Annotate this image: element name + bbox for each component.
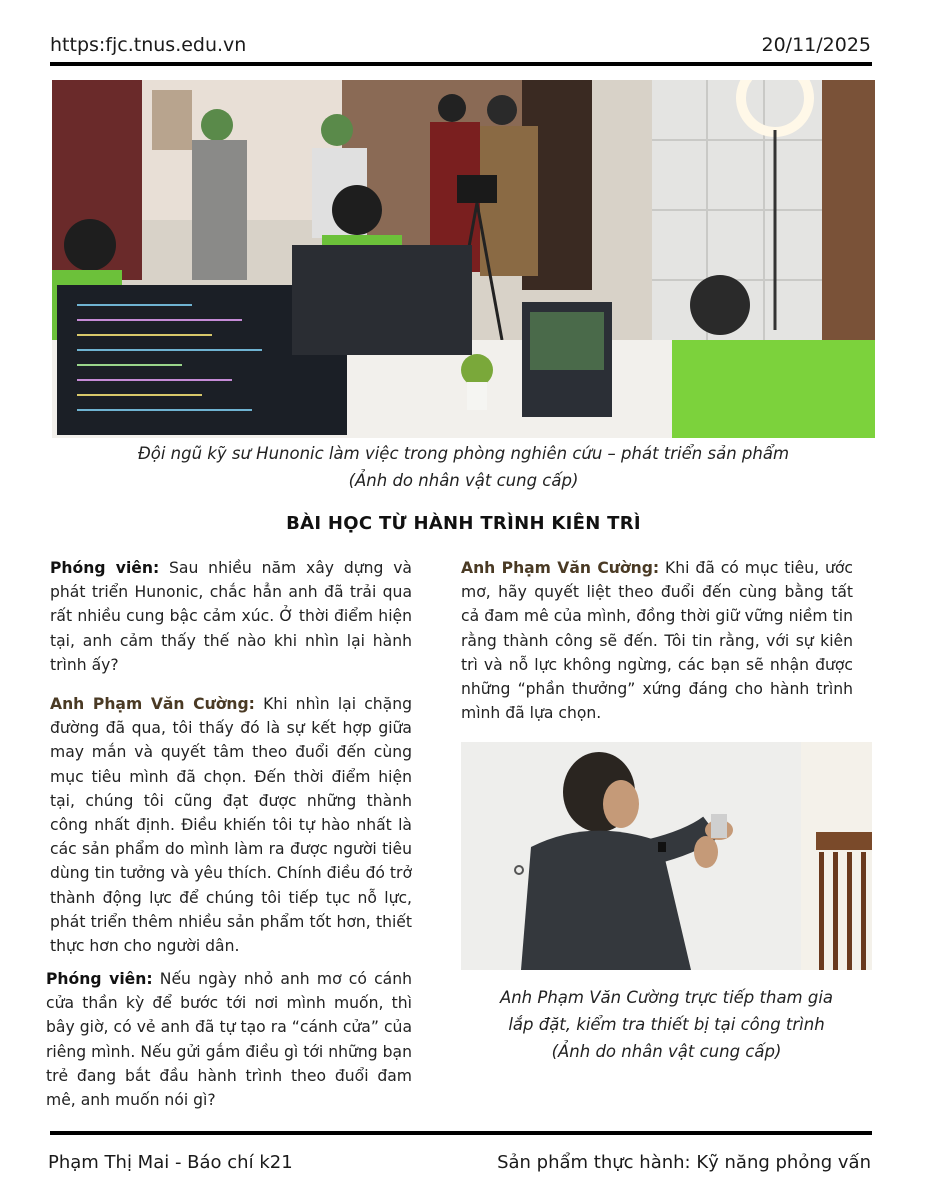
left-para-2	[50, 692, 412, 958]
header-date: 20/11/2025	[761, 34, 871, 56]
right-para-1-speaker: Anh Phạm Văn Cường:	[461, 559, 660, 577]
right-photo-caption-line3: (Ảnh do nhân vật cung cấp)	[551, 1042, 782, 1061]
left-para-2-speaker: Anh Phạm Văn Cường:	[50, 695, 255, 713]
footer-rule	[50, 1131, 872, 1135]
office-team-illustration	[52, 80, 875, 438]
header-url[interactable]: https:fjc.tnus.edu.vn	[50, 34, 247, 56]
top-photo-caption-line1: Đội ngũ kỹ sư Hunonic làm việc trong phòng nghiên cứu – phát triển sản phẩm	[137, 444, 790, 463]
right-para-1-text: Khi đã có mục tiêu, ước mơ, hãy quyết liệt theo đuổi đến cùng bằng tất cả đam mê của mình, đồng thời giữ vững niềm tin rằng thành công sẽ đến. Tôi tin rằng, với sự kiên trì và nỗ lực không ngừng, các bạn sẽ nhận được những “phần thưởng” xứng đáng cho hành trình mình đã lựa chọn.	[461, 559, 854, 723]
left-para-1-speaker: Phóng viên:	[50, 559, 160, 577]
left-para-3	[46, 967, 412, 1112]
right-para-1	[461, 556, 853, 725]
left-para-3-text: Nếu ngày nhỏ anh mơ có cánh cửa thần kỳ để bước tới nơi mình muốn, thì bây giờ, có vẻ anh đã tự tạo ra “cánh cửa” của riêng mình. Nếu gửi gắm điều gì tới những bạn trẻ đang bắt đầu hành trình theo đuổi đam mê, anh muốn nói gì?	[46, 970, 412, 1110]
footer-product: Sản phẩm thực hành: Kỹ năng phỏng vấn	[497, 1152, 871, 1173]
left-para-1	[50, 556, 412, 677]
left-para-1-text: Sau nhiều năm xây dựng và phát triển Hunonic, chắc hẳn anh đã trải qua rất nhiều cung bậc cảm xúc. Ở thời điểm hiện tại, anh cảm thấy thế nào khi nhìn lại hành trình ấy?	[50, 559, 412, 674]
top-photo-caption-line2: (Ảnh do nhân vật cung cấp)	[348, 471, 579, 490]
top-photo-caption	[52, 440, 875, 494]
installation-illustration	[461, 742, 872, 970]
right-photo-caption-line2: lắp đặt, kiểm tra thiết bị tại công trình	[508, 1015, 825, 1034]
section-title: BÀI HỌC TỪ HÀNH TRÌNH KIÊN TRÌ	[286, 513, 641, 534]
office-team-photo	[52, 80, 875, 438]
footer-author: Phạm Thị Mai - Báo chí k21	[48, 1152, 293, 1173]
right-photo-caption-line1: Anh Phạm Văn Cường trực tiếp tham gia	[499, 988, 834, 1007]
header-rule	[50, 62, 872, 66]
left-para-3-speaker: Phóng viên:	[46, 970, 153, 988]
right-photo-caption	[461, 984, 872, 1065]
left-para-2-text: Khi nhìn lại chặng đường đã qua, tôi thấy đó là sự kết hợp giữa may mắn và quyết tâm theo đuổi đến cùng mục tiêu mình đã chọn. Đến thời điểm hiện tại, chúng tôi cũng đạt được những thành công nhất định. Điều khiến tôi tự hào nhất là các sản phẩm do mình làm ra được người tiêu dùng tin tưởng và yêu thích. Chính điều đó trở thành động lực để chúng tôi tiếp tục nỗ lực, phát triển thêm nhiều sản phẩm tốt hơn, thiết thực hơn cho người dân.	[50, 695, 412, 956]
installation-photo	[461, 742, 872, 970]
